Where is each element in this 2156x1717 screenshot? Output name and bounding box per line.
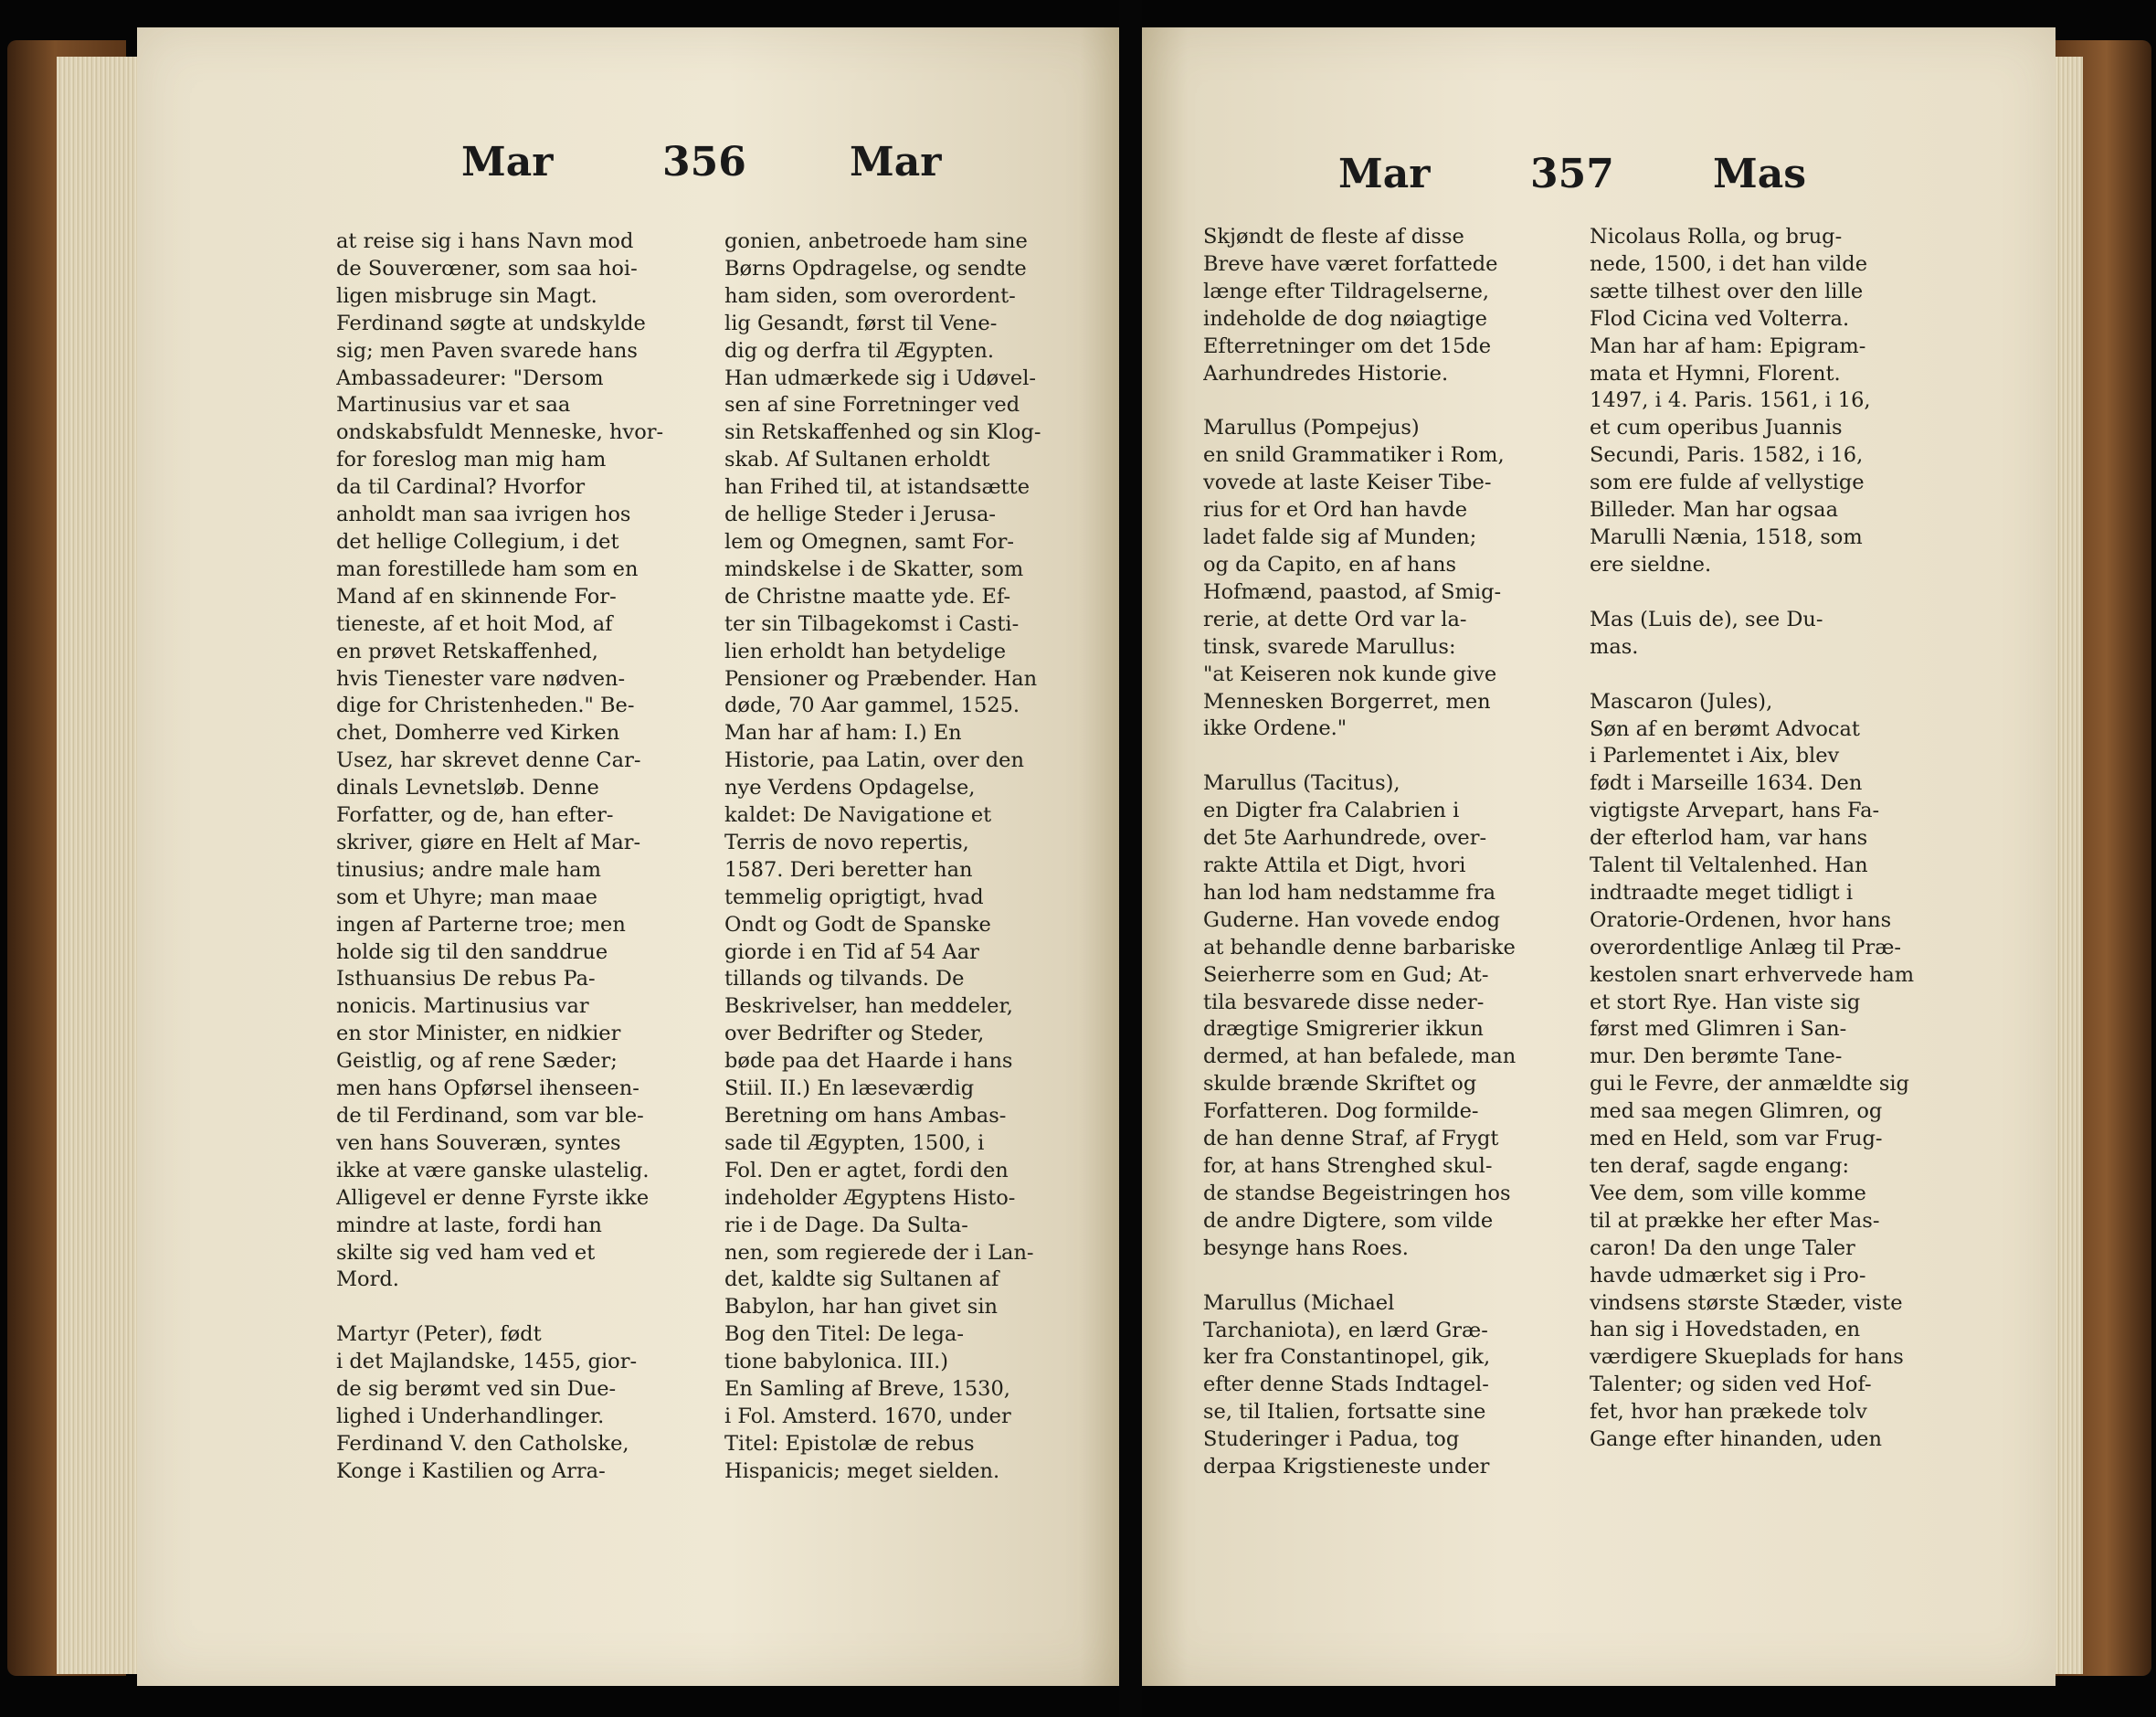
- text-line: ingen af Parterne troe; men: [336, 912, 626, 937]
- text-line: Isthuansius De rebus Pa-: [336, 967, 596, 991]
- text-line: en stor Minister, en nidkier: [336, 1022, 621, 1046]
- text-line: Han udmærkede sig i Udøvel-: [724, 366, 1037, 390]
- text-line: En Samling af Breve, 1530,: [724, 1377, 1010, 1402]
- text-line: de Christne maatte yde. Ef-: [724, 584, 1011, 609]
- text-line: Beskrivelser, han meddeler,: [724, 994, 1013, 1019]
- text-line: mur. Den berømte Tane-: [1590, 1044, 1843, 1069]
- text-line: ven hans Souveræn, syntes: [336, 1130, 621, 1155]
- text-line: først med Glimren i San-: [1590, 1017, 1847, 1042]
- text-line: ladet falde sig af Munden;: [1203, 525, 1477, 550]
- text-line: rakte Attila et Digt, hvori: [1203, 853, 1466, 878]
- text-line: Guderne. Han vovede endog: [1203, 907, 1501, 932]
- text-line: indeholde de dog nøiagtige: [1203, 306, 1487, 331]
- text-line: for foreslog man mig ham: [336, 448, 607, 472]
- text-line: da til Cardinal? Hvorfor: [336, 475, 586, 500]
- text-line: Mand af en skinnende For-: [336, 584, 617, 609]
- text-line: Nicolaus Rolla, og brug-: [1590, 225, 1843, 249]
- text-line: indtraadte meget tidligt i: [1590, 880, 1854, 905]
- text-line: dermed, at han befalede, man: [1203, 1044, 1517, 1069]
- text-line: bøde paa det Haarde i hans: [724, 1049, 1013, 1074]
- text-line: sin Retskaffenhed og sin Klog-: [724, 420, 1041, 445]
- left-header-catchword: Mar: [461, 139, 554, 185]
- text-line: 1587. Deri beretter han: [724, 857, 973, 882]
- text-line: at behandle denne barbariske: [1203, 935, 1516, 959]
- right-page-number: 357: [1530, 151, 1614, 197]
- text-line: nye Verdens Opdagelse,: [724, 776, 976, 800]
- text-line: tinsk, svarede Marullus:: [1203, 634, 1456, 659]
- text-line: vigtigste Arvepart, hans Fa-: [1590, 799, 1880, 823]
- text-line: 1497, i 4. Paris. 1561, i 16,: [1590, 388, 1871, 413]
- left-page-header: [137, 139, 1119, 221]
- text-line: tillands og tilvands. De: [724, 967, 965, 991]
- text-line: født i Marseille 1634. Den: [1590, 771, 1863, 796]
- text-line: Søn af en berømt Advocat: [1590, 716, 1860, 741]
- text-line: ikke Ordene.": [1203, 716, 1348, 741]
- text-line: ker fra Constantinopel, gik,: [1203, 1345, 1491, 1370]
- text-line: det, kaldte sig Sultanen af: [724, 1267, 999, 1292]
- text-line: Usez, har skrevet denne Car-: [336, 748, 641, 773]
- text-line: ere sieldne.: [1590, 552, 1712, 577]
- text-line: mindskelse i de Skatter, som: [724, 556, 1024, 581]
- text-line: fet, hvor han prækede tolv: [1590, 1400, 1867, 1425]
- text-line: man forestillede ham som en: [336, 556, 639, 581]
- text-line: giorde i en Tid af 54 Aar: [724, 939, 979, 964]
- paragraph-gap: [1590, 662, 2010, 689]
- text-line: tieneste, af et hoit Mod, af: [336, 611, 613, 636]
- text-line: de standse Begeistringen hos: [1203, 1181, 1511, 1205]
- text-line: Billeder. Man har ogsaa: [1590, 498, 1838, 523]
- text-line: Man har af ham: Epigram-: [1590, 334, 1866, 358]
- text-line: skab. Af Sultanen erholdt: [724, 448, 990, 472]
- paragraph-gap: [1590, 579, 2010, 607]
- left-header-catchword-right: Mar: [850, 139, 942, 185]
- text-line: Gange efter hinanden, uden: [1590, 1427, 1882, 1452]
- text-line: Breve have været forfattede: [1203, 251, 1498, 276]
- text-line: tione babylonica. III.): [724, 1350, 949, 1374]
- text-line: rius for et Ord han havde: [1203, 498, 1468, 523]
- text-line: skilte sig ved ham ved et: [336, 1240, 596, 1265]
- text-line: Mascaron (Jules),: [1590, 689, 1773, 714]
- text-line: Flod Cicina ved Volterra.: [1590, 306, 1850, 331]
- text-line: Secundi, Paris. 1582, i 16,: [1590, 443, 1864, 468]
- text-line: gonien, anbetroede ham sine: [724, 229, 1028, 253]
- text-line: ham siden, som overordent-: [724, 283, 1016, 308]
- text-line: Efterretninger om det 15de: [1203, 334, 1492, 358]
- text-line: Hispanicis; meget sielden.: [724, 1458, 1000, 1483]
- text-line: til at prække her efter Mas-: [1590, 1208, 1880, 1233]
- text-line: de sig berømt ved sin Due-: [336, 1377, 617, 1402]
- text-line: Seierherre som en Gud; At-: [1203, 962, 1489, 987]
- right-page-column-1: [1203, 224, 1623, 1481]
- text-line: Marulli Nænia, 1518, som: [1590, 525, 1863, 549]
- right-page: [1142, 27, 2056, 1686]
- text-line: ter sin Tilbagekomst i Casti-: [724, 611, 1020, 636]
- text-line: mas.: [1590, 634, 1639, 659]
- paragraph-gap: [1203, 387, 1623, 415]
- text-line: Forfatteren. Dog formilde-: [1203, 1099, 1479, 1124]
- text-line: Bog den Titel: De lega-: [724, 1322, 964, 1347]
- text-line: Mord.: [336, 1267, 399, 1292]
- text-line: Alligevel er denne Fyrste ikke: [336, 1185, 650, 1210]
- text-line: rie i de Dage. Da Sulta-: [724, 1213, 968, 1237]
- text-line: og da Capito, en af hans: [1203, 552, 1456, 577]
- right-page-header: [1142, 151, 2056, 233]
- text-line: Skjøndt de fleste af disse: [1203, 225, 1464, 249]
- text-line: overordentlige Anlæg til Præ-: [1590, 935, 1902, 959]
- text-line: skulde brænde Skriftet og: [1203, 1072, 1477, 1097]
- text-line: Oratorie-Ordenen, hvor hans: [1590, 907, 1892, 932]
- text-line: dinals Levnetsløb. Denne: [336, 776, 599, 800]
- text-line: dig og derfra til Ægypten.: [724, 338, 995, 363]
- text-line: Mennesken Borgerret, men: [1203, 689, 1491, 714]
- text-line: mindre at laste, fordi han: [336, 1213, 602, 1237]
- text-line: det hellige Collegium, i det: [336, 529, 619, 554]
- text-line: et stort Rye. Han viste sig: [1590, 990, 1861, 1014]
- text-line: havde udmærket sig i Pro-: [1590, 1263, 1866, 1288]
- text-line: skriver, giøre en Helt af Mar-: [336, 830, 641, 854]
- left-page-number: 356: [662, 139, 746, 185]
- text-line: Forfatter, og de, han efter-: [336, 803, 614, 828]
- text-line: lien erholdt han betydelige: [724, 639, 1007, 663]
- text-line: Beretning om hans Ambas-: [724, 1104, 1007, 1128]
- text-line: han lod ham nedstamme fra: [1203, 880, 1496, 905]
- text-line: Konge i Kastilien og Arra-: [336, 1458, 606, 1483]
- text-line: Pensioner og Præbender. Han: [724, 666, 1038, 691]
- text-line: i Fol. Amsterd. 1670, under: [724, 1404, 1011, 1428]
- text-line: tinusius; andre male ham: [336, 857, 601, 882]
- text-line: de andre Digtere, som vilde: [1203, 1208, 1494, 1233]
- text-line: vovede at laste Keiser Tibe-: [1203, 471, 1492, 495]
- text-line: caron! Da den unge Taler: [1590, 1235, 1855, 1260]
- text-line: Babylon, har han givet sin: [724, 1295, 999, 1320]
- text-line: Historie, paa Latin, over den: [724, 748, 1024, 773]
- text-line: drægtige Smigrerier ikkun: [1203, 1017, 1484, 1042]
- text-line: ondskabsfuldt Menneske, hvor-: [336, 420, 664, 445]
- text-line: besynge hans Roes.: [1203, 1235, 1409, 1260]
- text-line: temmelig oprigtigt, hvad: [724, 885, 984, 909]
- text-line: han sig i Hovedstaden, en: [1590, 1318, 1861, 1342]
- text-line: over Bedrifter og Steder,: [724, 1022, 985, 1046]
- text-line: indeholder Ægyptens Histo-: [724, 1185, 1016, 1210]
- text-line: at reise sig i hans Navn mod: [336, 229, 634, 253]
- text-line: lem og Omegnen, samt For-: [724, 529, 1014, 554]
- text-line: Tarchaniota), en lærd Græ-: [1203, 1318, 1488, 1342]
- text-line: Ondt og Godt de Spanske: [724, 912, 991, 937]
- text-line: Martinusius var et saa: [336, 393, 571, 418]
- paragraph-gap: [1203, 743, 1623, 770]
- text-line: kaldet: De Navigatione et: [724, 803, 992, 828]
- text-line: tila besvarede disse neder-: [1203, 990, 1485, 1014]
- text-line: Ferdinand søgte at undskylde: [336, 311, 646, 335]
- text-line: en prøvet Retskaffenhed,: [336, 639, 598, 663]
- text-line: ten deraf, sagde engang:: [1590, 1154, 1850, 1178]
- text-line: Marullus (Tacitus),: [1203, 771, 1400, 796]
- text-line: Hofmænd, paastod, af Smig-: [1203, 579, 1502, 604]
- text-line: en Digter fra Calabrien i: [1203, 799, 1460, 823]
- text-line: Marullus (Michael: [1203, 1290, 1395, 1315]
- text-line: nede, 1500, i det han vilde: [1590, 251, 1868, 276]
- text-line: Aarhundredes Historie.: [1203, 361, 1449, 386]
- text-line: han Frihed til, at istandsætte: [724, 475, 1030, 500]
- text-line: chet, Domherre ved Kirken: [336, 721, 620, 746]
- text-line: det 5te Aarhundrede, over-: [1203, 826, 1487, 851]
- text-line: anholdt man saa ivrigen hos: [336, 503, 631, 527]
- text-line: Geistlig, og af rene Sæder;: [336, 1049, 618, 1074]
- text-line: gui le Fevre, der anmældte sig: [1590, 1072, 1909, 1097]
- text-line: Marullus (Pompejus): [1203, 416, 1420, 440]
- text-line: en snild Grammatiker i Rom,: [1203, 443, 1505, 468]
- text-line: et cum operibus Juannis: [1590, 416, 1843, 440]
- text-line: efter denne Stads Indtagel-: [1203, 1373, 1489, 1397]
- text-line: de til Ferdinand, som var ble-: [336, 1104, 644, 1128]
- text-line: som et Uhyre; man maae: [336, 885, 597, 909]
- text-line: Martyr (Peter), født: [336, 1322, 542, 1347]
- text-line: Fol. Den er agtet, fordi den: [724, 1158, 1009, 1182]
- text-line: kestolen snart erhvervede ham: [1590, 962, 1915, 987]
- paragraph-gap: [1203, 1263, 1623, 1290]
- text-line: Stiil. II.) En læseværdig: [724, 1076, 975, 1101]
- text-line: Ambassadeurer: "Dersom: [336, 366, 604, 390]
- text-line: hvis Tienester vare nødven-: [336, 666, 626, 691]
- text-line: Talent til Veltalenhed. Han: [1590, 853, 1868, 878]
- text-line: sig; men Paven svarede hans: [336, 338, 638, 363]
- text-line: Børns Opdragelse, og sendte: [724, 256, 1027, 281]
- text-line: sen af sine Forretninger ved: [724, 393, 1020, 418]
- text-line: dige for Christenheden." Be-: [336, 694, 635, 718]
- text-line: men hans Opførsel ihenseen-: [336, 1076, 639, 1101]
- text-line: vindsens største Stæder, viste: [1590, 1290, 1903, 1315]
- text-line: lighed i Underhandlinger.: [336, 1404, 605, 1429]
- text-line: nonicis. Martinusius var: [336, 994, 589, 1019]
- text-line: med saa megen Glimren, og: [1590, 1099, 1883, 1124]
- text-line: længe efter Tildragelserne,: [1203, 279, 1490, 303]
- text-line: i Parlementet i Aix, blev: [1590, 744, 1840, 768]
- text-line: Terris de novo repertis,: [724, 830, 969, 854]
- text-line: værdigere Skueplads for hans: [1590, 1345, 1904, 1370]
- text-line: Vee dem, som ville komme: [1590, 1181, 1866, 1205]
- text-line: nen, som regierede der i Lan-: [724, 1240, 1034, 1265]
- text-line: derpaa Krigstieneste under: [1203, 1455, 1490, 1479]
- text-line: som ere fulde af vellystige: [1590, 471, 1865, 495]
- right-header-catchword: Mar: [1338, 151, 1431, 197]
- text-line: med en Held, som var Frug-: [1590, 1127, 1883, 1151]
- text-line: Studeringer i Padua, tog: [1203, 1427, 1460, 1452]
- text-line: ligen misbruge sin Magt.: [336, 283, 597, 308]
- right-page-column-2: [1590, 224, 2010, 1454]
- text-line: sætte tilhest over den lille: [1590, 279, 1864, 303]
- book-gutter: [1119, 0, 1142, 1717]
- text-line: for, at hans Strenghed skul-: [1203, 1154, 1493, 1178]
- text-line: der efterlod ham, var hans: [1590, 826, 1868, 851]
- text-line: rerie, at dette Ord var la-: [1203, 607, 1467, 631]
- text-line: ikke at være ganske ulastelig.: [336, 1158, 650, 1182]
- right-header-catchword-right: Mas: [1713, 151, 1806, 197]
- text-line: Talenter; og siden ved Hof-: [1590, 1373, 1872, 1397]
- text-line: "at Keiseren nok kunde give: [1203, 662, 1497, 686]
- text-line: de hellige Steder i Jerusa-: [724, 503, 997, 527]
- text-line: holde sig til den sanddrue: [336, 939, 608, 964]
- text-line: i det Majlandske, 1455, gior-: [336, 1350, 638, 1374]
- text-line: Titel: Epistolæ de rebus: [724, 1431, 975, 1456]
- text-line: lig Gesandt, først til Vene-: [724, 311, 998, 335]
- page-edges-left: [57, 57, 139, 1674]
- text-line: døde, 70 Aar gammel, 1525.: [724, 694, 1020, 718]
- text-line: Mas (Luis de), see Du-: [1590, 607, 1823, 631]
- text-line: Man har af ham: I.) En: [724, 721, 962, 746]
- text-line: se, til Italien, fortsatte sine: [1203, 1400, 1486, 1425]
- text-line: sade til Ægypten, 1500, i: [724, 1130, 985, 1155]
- text-line: de han denne Straf, af Frygt: [1203, 1127, 1499, 1151]
- text-line: de Souverœner, som saa hoi-: [336, 256, 638, 281]
- left-page: [137, 27, 1119, 1686]
- text-line: mata et Hymni, Florent.: [1590, 361, 1841, 386]
- text-line: Ferdinand V. den Catholske,: [336, 1431, 629, 1456]
